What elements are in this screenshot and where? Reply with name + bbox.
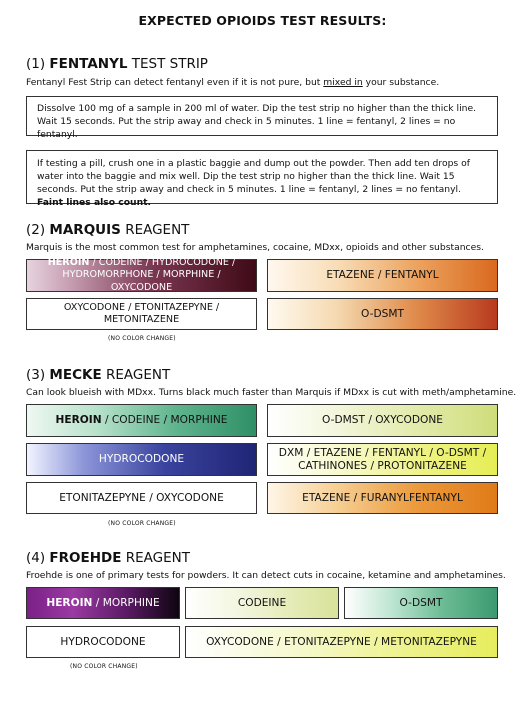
marquis-oxycodone-swatch bbox=[26, 298, 257, 330]
swatch-label-rest: / MORPHINE bbox=[92, 596, 160, 609]
swatch-label: O-DSMT bbox=[399, 596, 443, 609]
desc-text-end: your substance. bbox=[362, 77, 440, 88]
section-number: (3) bbox=[26, 367, 46, 383]
swatch-label: HYDROCODONE bbox=[98, 453, 185, 466]
swatch-label: O-DMST / OXYCODONE bbox=[322, 414, 443, 427]
fentanyl-description bbox=[26, 77, 439, 88]
swatch-label: ETAZENE / FENTANYL bbox=[326, 269, 439, 282]
section-name: FROEHDE bbox=[49, 550, 122, 566]
swatch-label: OXYCODONE / ETONITAZEPYNE / METONITAZENE bbox=[63, 301, 220, 325]
swatch-label-bold: HEROIN bbox=[55, 414, 102, 427]
fentanyl-instructions-box bbox=[26, 96, 498, 140]
desc-underlined: mixed in bbox=[323, 77, 363, 88]
swatch-label-first: ETAZENE bbox=[302, 491, 351, 504]
froehde-oxycodone-swatch bbox=[185, 626, 498, 658]
section-number: (4) bbox=[26, 550, 46, 566]
mecke-hydrocodone-swatch bbox=[26, 443, 257, 476]
marquis-odsmt-swatch bbox=[267, 298, 498, 330]
fentanyl-pill-instructions-box bbox=[26, 150, 498, 208]
froehde-heroin-swatch bbox=[26, 587, 180, 619]
swatch-label bbox=[56, 414, 228, 427]
section-name: FENTANYL bbox=[49, 56, 128, 72]
pill-instructions-bold: Faint lines also count. bbox=[37, 197, 152, 208]
froehde-section-title bbox=[26, 550, 190, 566]
marquis-description: Marquis is the most common test for amphetamines, cocaine, MDxx, opioids and other substances. bbox=[26, 242, 484, 253]
pill-instructions-text: If testing a pill, crush one in a plastic baggie and dump out the powder. Then add ten drops of water into the baggie and mix well. Dip the test strip no higher than the thick line. Wait 15 seconds. Put the strip away and check in 5 minutes. 1 line = fentanyl, 2 lines = no fentanyl. bbox=[37, 158, 470, 195]
marquis-etazene-swatch bbox=[267, 259, 498, 292]
section-number: (1) bbox=[26, 56, 46, 72]
mecke-etonitazepyne-swatch bbox=[26, 482, 257, 514]
section-name: MECKE bbox=[49, 367, 102, 383]
swatch-label-rest: / CODEINE / HYDROCODONE / HYDROMORPHONE / MORPHINE / OXYCODONE bbox=[62, 256, 236, 293]
froehde-description: Froehde is one of primary tests for powders. It can detect cuts in cocaine, ketamine and amphetamines. bbox=[26, 570, 506, 581]
froehde-codeine-swatch bbox=[185, 587, 339, 619]
mecke-description: Can look blueish with MDxx. Turns black much faster than Marquis if MDxx is cut with meth/amphetamine. bbox=[26, 387, 517, 398]
instructions-text: Dissolve 100 mg of a sample in 200 ml of water. Dip the test strip no higher than the thick line. Wait 15 seconds. Put the strip away and check in 5 minutes. 1 line = fentanyl, 2 lines = no fentanyl. bbox=[37, 103, 477, 140]
mecke-odmst-swatch bbox=[267, 404, 498, 437]
swatch-label: OXYCODONE / ETONITAZEPYNE / METONITAZEPYNE bbox=[206, 635, 477, 648]
mecke-dxm-swatch bbox=[267, 443, 498, 476]
froehde-no-color-change: (NO COLOR CHANGE) bbox=[70, 663, 138, 670]
section-suffix: REAGENT bbox=[125, 550, 191, 566]
fentanyl-section-title bbox=[26, 56, 208, 72]
section-suffix: REAGENT bbox=[125, 222, 190, 238]
desc-text: Fentanyl Fest Strip can detect fentanyl even if it is not pure, but bbox=[26, 77, 324, 88]
marquis-no-color-change: (NO COLOR CHANGE) bbox=[108, 335, 176, 342]
section-number: (2) bbox=[26, 222, 46, 238]
page-title: EXPECTED OPIOIDS TEST RESULTS: bbox=[138, 13, 387, 28]
section-name: MARQUIS bbox=[49, 222, 121, 238]
mecke-etazene-swatch bbox=[267, 482, 498, 514]
mecke-no-color-change: (NO COLOR CHANGE) bbox=[108, 520, 176, 527]
swatch-label: HYDROCODONE bbox=[60, 635, 146, 648]
swatch-label bbox=[46, 597, 159, 610]
swatch-label bbox=[302, 492, 463, 505]
swatch-label-rest: / CODEINE / MORPHINE bbox=[101, 414, 228, 427]
mecke-section-title bbox=[26, 367, 170, 383]
swatch-label-bold: HEROIN bbox=[46, 596, 93, 609]
swatch-label bbox=[33, 257, 250, 295]
swatch-label: DXM / ETAZENE / FENTANYL / O-DSMT / CATHINONES / PROTONITAZENE bbox=[278, 447, 487, 472]
swatch-label-rest: / FURANYLFENTANYL bbox=[350, 491, 463, 504]
marquis-section-title bbox=[26, 222, 189, 238]
section-suffix: REAGENT bbox=[105, 367, 171, 383]
swatch-label-bold: HEROIN bbox=[47, 256, 90, 268]
mecke-heroin-swatch bbox=[26, 404, 257, 437]
swatch-label: ETONITAZEPYNE / OXYCODONE bbox=[59, 491, 224, 504]
froehde-odsmt-swatch bbox=[344, 587, 498, 619]
froehde-hydrocodone-swatch bbox=[26, 626, 180, 658]
section-suffix: TEST STRIP bbox=[131, 56, 208, 72]
marquis-heroin-swatch bbox=[26, 256, 257, 293]
swatch-label: O-DSMT bbox=[361, 307, 404, 320]
swatch-label: CODEINE bbox=[237, 596, 287, 609]
